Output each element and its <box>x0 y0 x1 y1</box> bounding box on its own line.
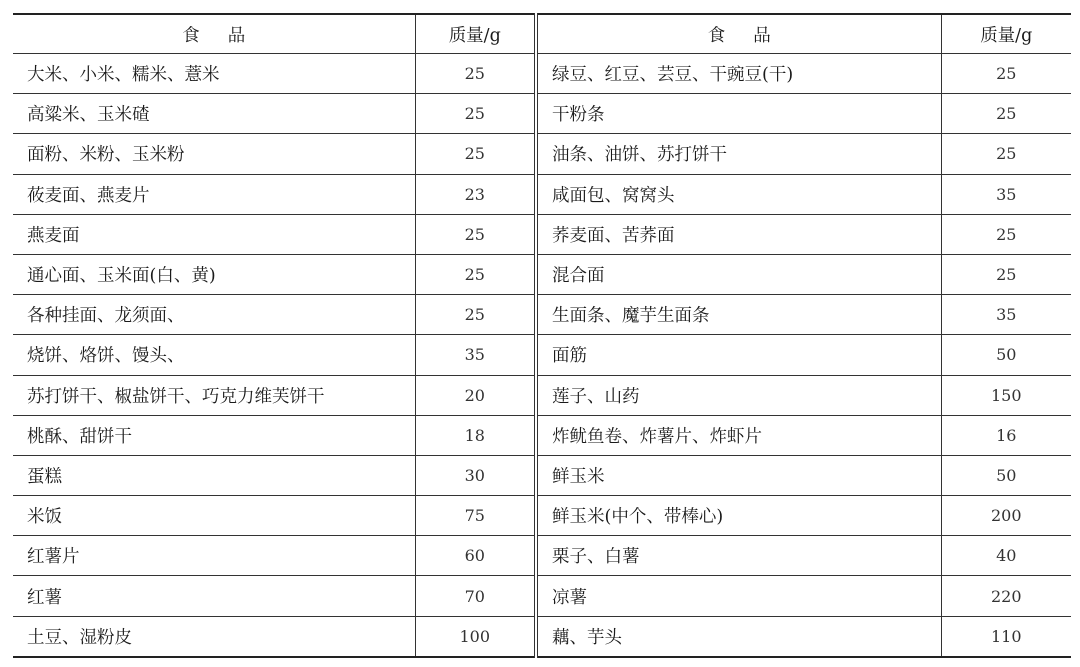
header-food-right: 食品 <box>536 14 941 54</box>
left-mass-cell: 25 <box>415 54 536 94</box>
left-mass-cell: 25 <box>415 254 536 294</box>
left-food-cell: 烧饼、烙饼、馒头、 <box>13 335 415 375</box>
table-row <box>13 415 1071 455</box>
table-row <box>13 455 1071 495</box>
right-food-cell: 生面条、魔芋生面条 <box>536 295 941 335</box>
table-body <box>13 54 1071 657</box>
table-row <box>13 616 1071 657</box>
right-food-cell: 栗子、白薯 <box>536 536 941 576</box>
table-row <box>13 576 1071 616</box>
left-food-cell: 各种挂面、龙须面、 <box>13 295 415 335</box>
table-row <box>13 134 1071 174</box>
left-mass-cell: 23 <box>415 174 536 214</box>
left-mass-cell: 100 <box>415 616 536 657</box>
right-food-cell: 干粉条 <box>536 94 941 134</box>
left-food-cell: 高粱米、玉米碴 <box>13 94 415 134</box>
left-mass-cell: 20 <box>415 375 536 415</box>
left-mass-cell: 25 <box>415 214 536 254</box>
right-food-cell: 藕、芋头 <box>536 616 941 657</box>
right-food-cell: 面筋 <box>536 335 941 375</box>
table-row <box>13 94 1071 134</box>
right-mass-cell: 40 <box>941 536 1071 576</box>
left-mass-cell: 60 <box>415 536 536 576</box>
left-mass-cell: 70 <box>415 576 536 616</box>
table-row <box>13 496 1071 536</box>
right-mass-cell: 50 <box>941 335 1071 375</box>
right-mass-cell: 110 <box>941 616 1071 657</box>
right-mass-cell: 220 <box>941 576 1071 616</box>
right-mass-cell: 25 <box>941 134 1071 174</box>
table-row <box>13 214 1071 254</box>
right-food-cell: 油条、油饼、苏打饼干 <box>536 134 941 174</box>
left-mass-cell: 25 <box>415 94 536 134</box>
right-food-cell: 绿豆、红豆、芸豆、干豌豆(干) <box>536 54 941 94</box>
header-food-left: 食品 <box>13 14 415 54</box>
left-mass-cell: 18 <box>415 415 536 455</box>
right-food-cell: 凉薯 <box>536 576 941 616</box>
right-food-cell: 鲜玉米 <box>536 455 941 495</box>
right-food-cell: 莲子、山药 <box>536 375 941 415</box>
left-mass-cell: 25 <box>415 295 536 335</box>
right-mass-cell: 25 <box>941 254 1071 294</box>
table-row <box>13 254 1071 294</box>
left-food-cell: 土豆、湿粉皮 <box>27 627 132 648</box>
table-row <box>13 335 1071 375</box>
right-food-cell: 鲜玉米(中个、带棒心) <box>536 496 941 536</box>
left-food-cell: 莜麦面、燕麦片 <box>13 174 415 214</box>
table-row <box>13 174 1071 214</box>
right-mass-cell: 35 <box>941 295 1071 335</box>
table-row <box>13 375 1071 415</box>
header-mass-left: 质量/g <box>415 14 536 54</box>
right-mass-cell: 35 <box>941 174 1071 214</box>
left-food-cell: 红薯片 <box>13 536 415 576</box>
header-mass-right: 质量/g <box>941 14 1071 54</box>
right-mass-cell: 150 <box>941 375 1071 415</box>
right-food-cell: 混合面 <box>536 254 941 294</box>
table-row <box>13 536 1071 576</box>
right-mass-cell: 25 <box>941 94 1071 134</box>
left-food-cell: 通心面、玉米面(白、黄) <box>13 254 415 294</box>
table-header-row <box>13 14 1071 54</box>
right-food-cell: 咸面包、窝窝头 <box>536 174 941 214</box>
left-food-cell: 苏打饼干、椒盐饼干、巧克力维芙饼干 <box>13 375 415 415</box>
left-mass-cell: 25 <box>415 134 536 174</box>
left-food-cell: 燕麦面 <box>13 214 415 254</box>
left-food-cell: 红薯 <box>13 576 415 616</box>
right-food-cell: 荞麦面、苦荞面 <box>536 214 941 254</box>
left-food-cell: 蛋糕 <box>13 455 415 495</box>
right-food-cell: 炸鱿鱼卷、炸薯片、炸虾片 <box>536 415 941 455</box>
right-mass-cell: 25 <box>941 214 1071 254</box>
right-mass-cell: 25 <box>941 54 1071 94</box>
left-food-cell: 桃酥、甜饼干 <box>13 415 415 455</box>
left-mass-cell: 30 <box>415 455 536 495</box>
left-food-cell: 大米、小米、糯米、薏米 <box>13 54 415 94</box>
right-mass-cell: 200 <box>941 496 1071 536</box>
left-food-cell: 米饭 <box>13 496 415 536</box>
table-row <box>13 295 1071 335</box>
left-mass-cell: 35 <box>415 335 536 375</box>
right-mass-cell: 16 <box>941 415 1071 455</box>
table-row <box>13 54 1071 94</box>
food-exchange-table <box>13 13 1071 658</box>
food-table-container <box>13 13 1071 658</box>
left-food-cell: 面粉、米粉、玉米粉 <box>13 134 415 174</box>
right-mass-cell: 50 <box>941 455 1071 495</box>
left-mass-cell: 75 <box>415 496 536 536</box>
